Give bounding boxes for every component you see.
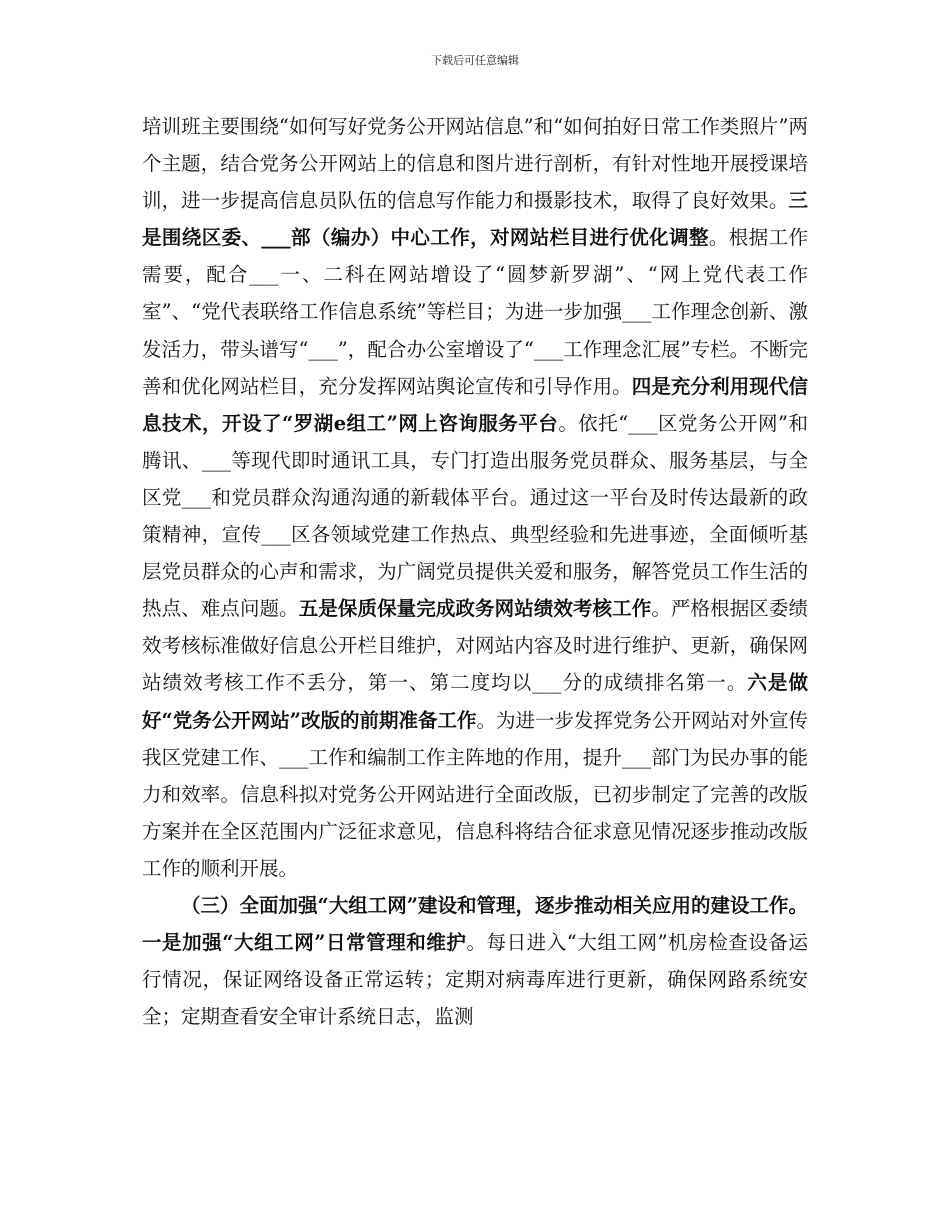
- bold-heading-run: 四是充分利用现代信息技术，开设了“罗湖e组工”网上咨询服务平台: [142, 374, 808, 435]
- text-run: 。依托“___区党务公开网”和腾讯、___等现代即时通讯工具，专门打造出服务党员群众、服务基层，与全区党___和党员群众沟通沟通的新载体平台。通过这一平台及时传达最新的政策精神，宣传___区各领域党建工作热点、典型经验和先进事迹，全面倾听基层党员群众的心声和需求，为广阔党员提供关爱和服务，解答党员工作生活的热点、难点问题。: [142, 411, 808, 621]
- page-header-note: 下载后可任意编辑: [431, 54, 519, 67]
- bold-heading-run: （三）全面加强“大组工网”建设和管理，逐步推动相关应用的建设工作。一是加强“大组工网”日常管理和维护: [142, 893, 808, 955]
- paragraph-2: [142, 887, 808, 1035]
- bold-heading-run: 五是保质保量完成政务网站绩效考核工作: [298, 597, 652, 621]
- text-run: 。严格根据区委绩效考核标准做好信息公开栏目维护，对网站内容及时进行维护、更新，确保网站绩效考核工作不丢分，第一、第二度均以___分的成绩排名第一。: [142, 597, 808, 695]
- document-body: [142, 108, 808, 1035]
- text-run: 。每日进入“大组工网”机房检查设备运行情况，保证网络设备正常运转；定期对病毒库进行更新，确保网路系统安全；定期查看安全审计系统日志，监测: [142, 931, 808, 1029]
- bold-heading-run: 六是做好“党务公开网站”改版的前期准备工作: [142, 671, 808, 732]
- text-run: 。根据工作需要，配合___一、二科在网站增设了“圆梦新罗湖”、“网上党代表工作室”、“党代表联络工作信息系统”等栏目；为进一步加强___工作理念创新、激发活力，带头谱写“___”，配合办公室增设了“___工作理念汇展”专栏。不断完善和优化网站栏目，充分发挥网站舆论宣传和引导作用。: [142, 226, 808, 398]
- bold-heading-run: 三是围绕区委、___部（编办）中心工作，对网站栏目进行优化调整: [142, 189, 808, 250]
- paragraph-1: [142, 108, 808, 887]
- text-run: 。为进一步发挥党务公开网站对外宣传我区党建工作、___工作和编制工作主阵地的作用，提升___部门为民办事的能力和效率。信息科拟对党务公开网站进行全面改版，已初步制定了完善的改版方案并在全区范围内广泛征求意见，信息科将结合征求意见情况逐步推动改版工作的顺利开展。: [142, 708, 808, 880]
- text-run: 培训班主要围绕“如何写好党务公开网站信息”和“如何拍好日常工作类照片”两个主题，结合党务公开网站上的信息和图片进行剖析，有针对性地开展授课培训，进一步提高信息员队伍的信息写作能力和摄影技术，取得了良好效果。: [142, 115, 808, 213]
